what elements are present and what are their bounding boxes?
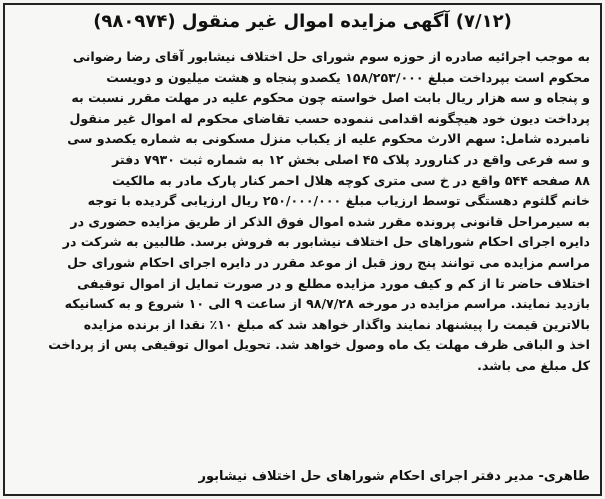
body-line: بالاترین قیمت را پیشنهاد نمایند واگذار خواهد شد که مبلغ ۱۰٪ نقدا از برنده مزایده <box>83 316 590 332</box>
notice-title: (۷/۱۲) آگهی مزایده اموال غیر منقول (۹۸۰۹۷۴) <box>93 11 512 32</box>
body-line: و سه فرعی واقع در کنارورد پلاک ۴۵ اصلی بخش ۱۲ به شماره ثبت ۷۹۳۰ دفتر <box>112 151 590 167</box>
body-line: بازدید نمایند. مراسم مزایده در مورخه ۹۸/۷/۲۸ از ساعت ۹ الی ۱۰ شروع و به کسانیکه <box>64 296 590 312</box>
body-line: به موجب اجرائیه صادره از حوزه سوم شورای حل اختلاف نیشابور آقای رضا رضوانی <box>72 49 590 64</box>
body-line: و پنجاه و سه هزار ریال بابت اصل خواسته چون محکوم علیه در مهلت مقرر نسبت به <box>71 90 590 106</box>
body-line: کل مبلغ می باشد. <box>477 357 590 373</box>
body-line: دایره اجرای احکام شوراهای حل اختلاف نیشابور به فروش برسد. طالبین به شرکت در <box>62 234 590 250</box>
body-line: اختلاف حاضر تا از کم و کیف مورد مزایده مطلع و در صورت تمایل از اموال توقیفی <box>77 275 590 291</box>
body-line: خانم گلثوم دهستگی توسط ارزیاب مبلغ ۲۵۰/۰۰۰/۰۰۰ ریال ارزیابی گردیده با توجه <box>87 193 590 209</box>
body-line: به سیرمراحل قانونی پرونده مقرر شده اموال فوق الذکر از طریق مزایده حضوری در <box>70 213 590 229</box>
notice-body <box>15 47 590 377</box>
body-line: مراسم مزایده می توانند پنج روز قبل از موعد مقرر در دایره اجرای احکام شورای حل <box>67 254 590 270</box>
body-line: نامبرده شامل: سهم الارث محکوم علیه از یکباب منزل مسکونی به شماره یکصدو سی <box>67 131 590 147</box>
body-line: محکوم است بپرداخت مبلغ ۱۵۸/۲۵۳/۰۰۰ یکصدو پنجاه و هشت میلیون و دویست <box>106 69 590 85</box>
body-line: ۸۸ صفحه ۵۴۴ واقع در خ سی متری کوچه هلال احمر کنار پارک مادر به مالکیت <box>112 172 590 188</box>
body-line: اخذ و الباقی ظرف مهلت یک ماه وصول خواهد شد. تحویل اموال توقیفی پس از پرداخت <box>48 337 590 353</box>
notice-frame <box>3 3 602 496</box>
notice-signature: طاهری- مدیر دفتر اجرای احکام شوراهای حل اختلاف نیشابور <box>198 469 590 484</box>
body-line: پرداخت دیون خود هیچگونه اقدامی ننموده حسب تقاضای محکوم له اموال غیر منقول <box>69 110 590 126</box>
